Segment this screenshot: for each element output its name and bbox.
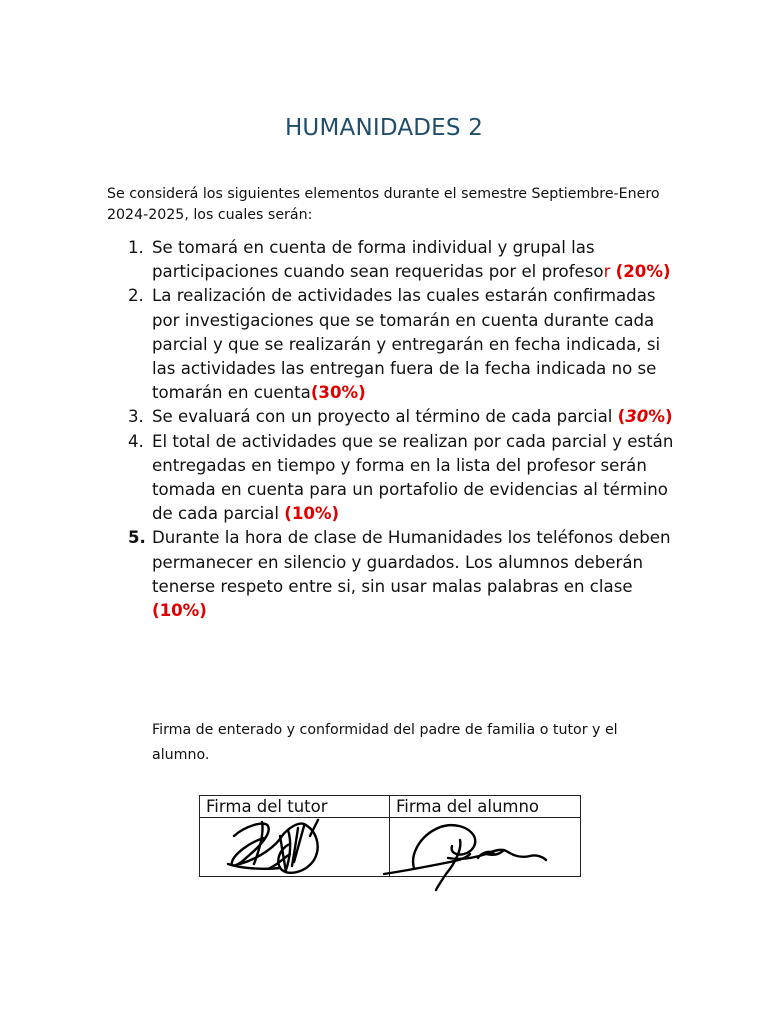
- rule-text: Durante la hora de clase de Humanidades los teléfonos deben permanecer en silencio y guardados. Los alumnos deberán tenerse respeto entre si, sin usar malas palabras en clase: [152, 528, 671, 596]
- student-signature-image: [390, 818, 574, 878]
- signature-table: [199, 795, 581, 877]
- rule-item-3: [107, 405, 687, 429]
- rule-text: El total de actividades que se realizan por cada parcial y están entregadas en tiempo y forma en la lista del profesor serán tomada en cuenta para un portafolio de evidencias al término de cada parcial: [152, 431, 674, 524]
- rule-percentage: (30%): [617, 407, 673, 427]
- rule-percentage: (10%): [284, 504, 340, 524]
- rule-number: 4.: [128, 431, 144, 451]
- page-title: HUMANIDADES 2: [284, 115, 484, 141]
- student-signature-cell: [390, 818, 581, 877]
- rule-text-red-letter: r: [603, 262, 611, 282]
- rule-text: Se evaluará con un proyecto al término de cada parcial: [152, 407, 618, 427]
- rule-item-5: [107, 526, 687, 623]
- rules-list: [107, 236, 687, 623]
- rule-number: 2.: [128, 286, 144, 306]
- rule-text: Se tomará en cuenta de forma individual y grupal las participaciones cuando sean requeridas por el profeso: [152, 238, 604, 282]
- rule-item-4: [107, 430, 687, 527]
- rule-number: 1.: [128, 238, 144, 257]
- tutor-signature-image: [200, 818, 384, 878]
- rule-item-2: [107, 284, 687, 405]
- rule-percentage: (30%): [310, 383, 366, 403]
- rule-percentage: (10%): [152, 601, 207, 621]
- consent-statement: Firma de enterado y conformidad del padre de familia o tutor y el alumno.: [152, 722, 618, 763]
- intro-paragraph: Se considerá los siguientes elementos durante el semestre Septiembre-Enero 2024-2025, los cuales serán:: [107, 186, 660, 223]
- student-signature-header: Firma del alumno: [390, 796, 581, 818]
- rule-text: La realización de actividades las cuales estarán confirmadas por investigaciones que se tomarán en cuenta durante cada parcial y que se realizarán y entregarán en fecha indicada, si las actividades las entregan fuera de la fecha indicada no se tomarán en cuenta: [152, 286, 661, 403]
- rule-number: 3.: [128, 407, 144, 427]
- rule-number: 5.: [128, 528, 146, 548]
- tutor-signature-cell: [200, 818, 390, 877]
- tutor-signature-header: Firma del tutor: [200, 796, 390, 818]
- rule-percentage: (20%): [615, 262, 671, 282]
- rule-item-1: [107, 236, 687, 284]
